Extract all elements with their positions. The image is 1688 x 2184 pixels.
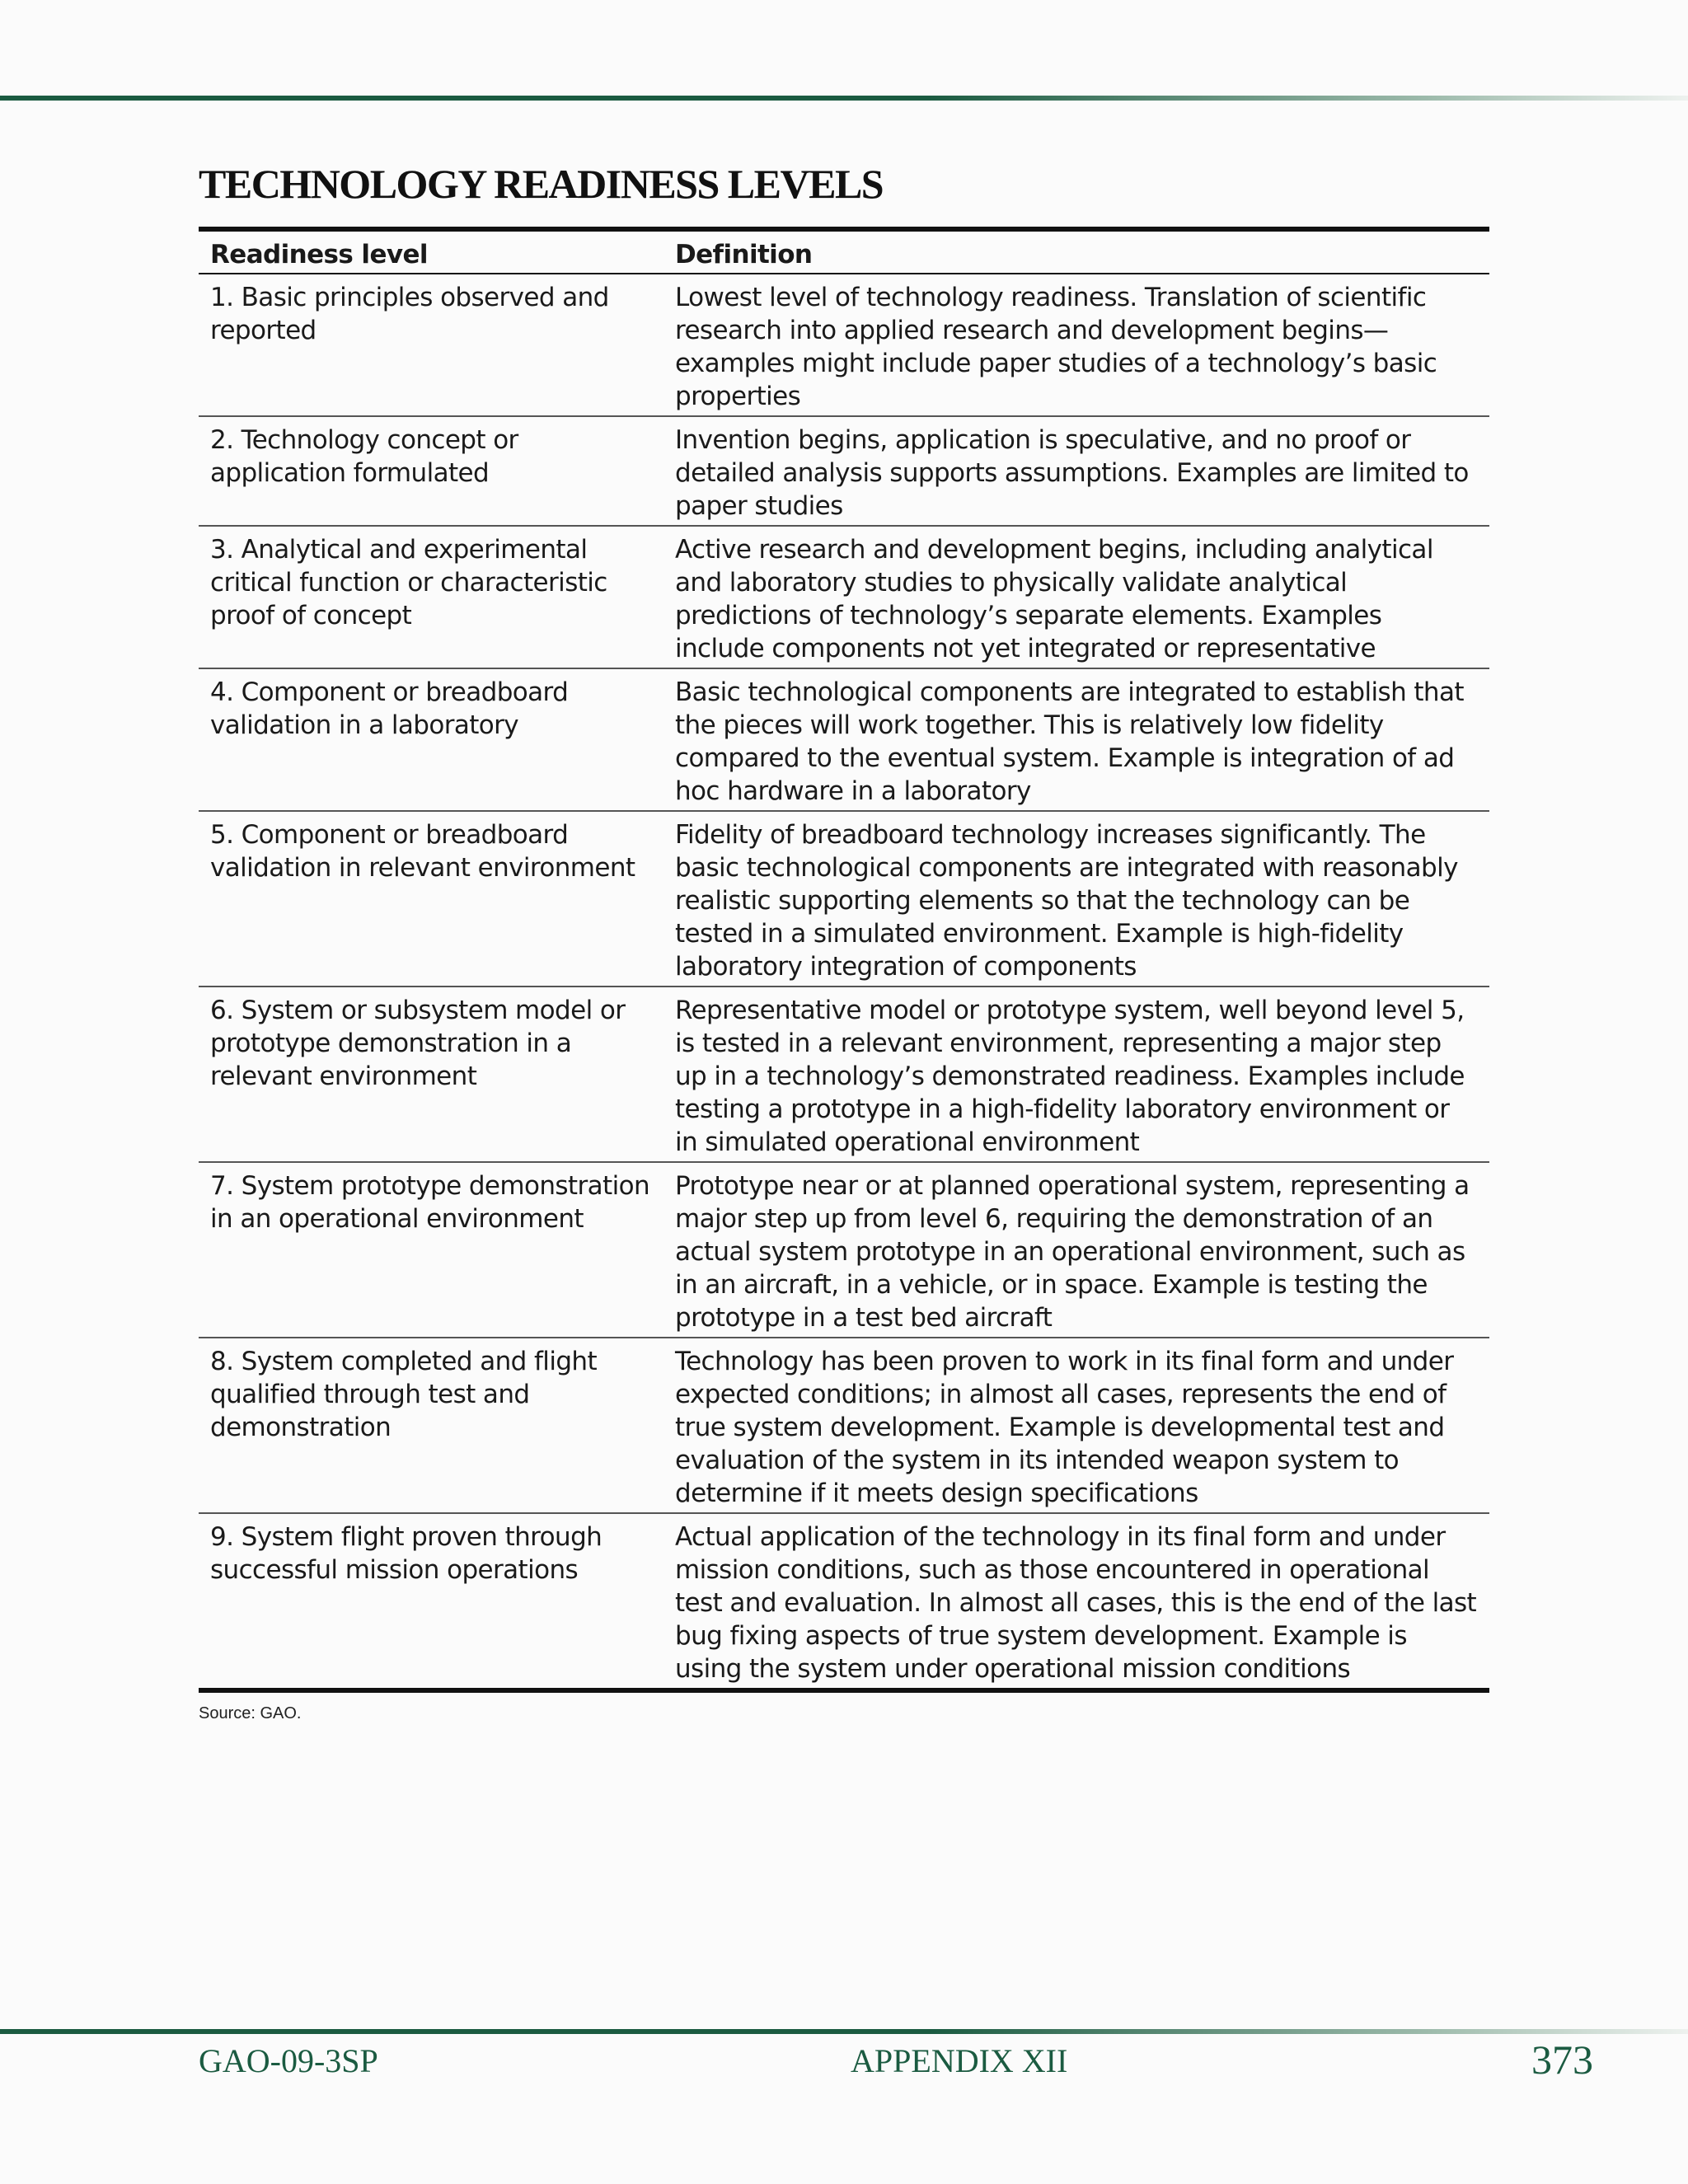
level-cell: 1. Basic principles observed and reported <box>210 283 609 345</box>
table-row <box>199 1513 1489 1690</box>
level-cell: 7. System prototype demonstration in an operational environment <box>210 1171 650 1234</box>
definition-cell: Active research and development begins, including analytical and laboratory studies to physically validate analytical predictions of technology’s separate elements. Examples include components not yet integrated or representative <box>675 535 1433 663</box>
readiness-table <box>199 227 1489 1693</box>
definition-cell: Basic technological components are integrated to establish that the pieces will work together. This is relatively low fidelity compared to the eventual system. Example is integration of ad hoc hardware in a laboratory <box>675 677 1464 806</box>
table-row <box>199 987 1489 1162</box>
level-cell: 5. Component or breadboard validation in relevant environment <box>210 820 635 883</box>
table-row <box>199 811 1489 987</box>
readiness-table-container <box>199 227 1489 1723</box>
level-cell: 8. System completed and flight qualified through test and demonstration <box>210 1347 598 1442</box>
table-row <box>199 1338 1489 1513</box>
footer-page-number: 373 <box>1531 2036 1593 2083</box>
bottom-green-rule <box>0 2029 1688 2034</box>
definition-cell: Technology has been proven to work in its final form and under expected conditions; in almost all cases, represents the end of true system development. Example is developmental test and evaluation of the system in its intended weapon system to determine if it meets design specifications <box>675 1347 1454 1508</box>
definition-cell: Actual application of the technology in its final form and under mission conditions, such as those encountered in operational test and evaluation. In almost all cases, this is the end of the last bug fixing aspects of true system development. Example is using the system under operational mission conditions <box>675 1522 1477 1684</box>
footer-section: APPENDIX XII <box>851 2042 1068 2079</box>
definition-cell: Fidelity of breadboard technology increases significantly. The basic technological components are integrated with reasonably realistic supporting elements so that the technology can be tested in a simulated environment. Example is high-fidelity laboratory integration of components <box>675 820 1458 982</box>
table-row <box>199 274 1489 416</box>
page-title: TECHNOLOGY READINESS LEVELS <box>199 161 884 207</box>
definition-cell: Invention begins, application is speculative, and no proof or detailed analysis supports assumptions. Examples are limited to paper studies <box>675 425 1469 521</box>
table-row <box>199 1162 1489 1338</box>
header-definition: Definition <box>675 240 813 269</box>
definition-cell: Prototype near or at planned operational system, representing a major step up from level 6, requiring the demonstration of an actual system prototype in an operational environment, such as in an aircraft, in a vehicle, or in space. Example is testing the prototype in a test bed aircraft <box>675 1171 1470 1333</box>
table-header-row <box>199 229 1489 274</box>
level-cell: 6. System or subsystem model or prototype demonstration in a relevant environment <box>210 996 626 1091</box>
definition-cell: Representative model or prototype system, well beyond level 5, is tested in a relevant environment, representing a major step up in a technology’s demonstrated readiness. Examples include testing a prototype in a high-fidelity laboratory environment or in simulated operational environment <box>675 996 1465 1157</box>
level-cell: 2. Technology concept or application formulated <box>210 425 518 488</box>
table-row <box>199 668 1489 811</box>
level-cell: 3. Analytical and experimental critical function or characteristic proof of concept <box>210 535 607 630</box>
footer-report-id: GAO-09-3SP <box>199 2042 378 2079</box>
top-green-rule <box>0 96 1688 101</box>
table-row <box>199 526 1489 668</box>
source-note: Source: GAO. <box>199 1704 302 1722</box>
level-cell: 9. System flight proven through successful mission operations <box>210 1522 603 1585</box>
header-readiness-level: Readiness level <box>210 240 428 269</box>
table-row <box>199 416 1489 526</box>
level-cell: 4. Component or breadboard validation in a laboratory <box>210 677 569 740</box>
definition-cell: Lowest level of technology readiness. Translation of scientific research into applied research and development begins—examples might include paper studies of a technology’s basic properties <box>675 283 1437 411</box>
